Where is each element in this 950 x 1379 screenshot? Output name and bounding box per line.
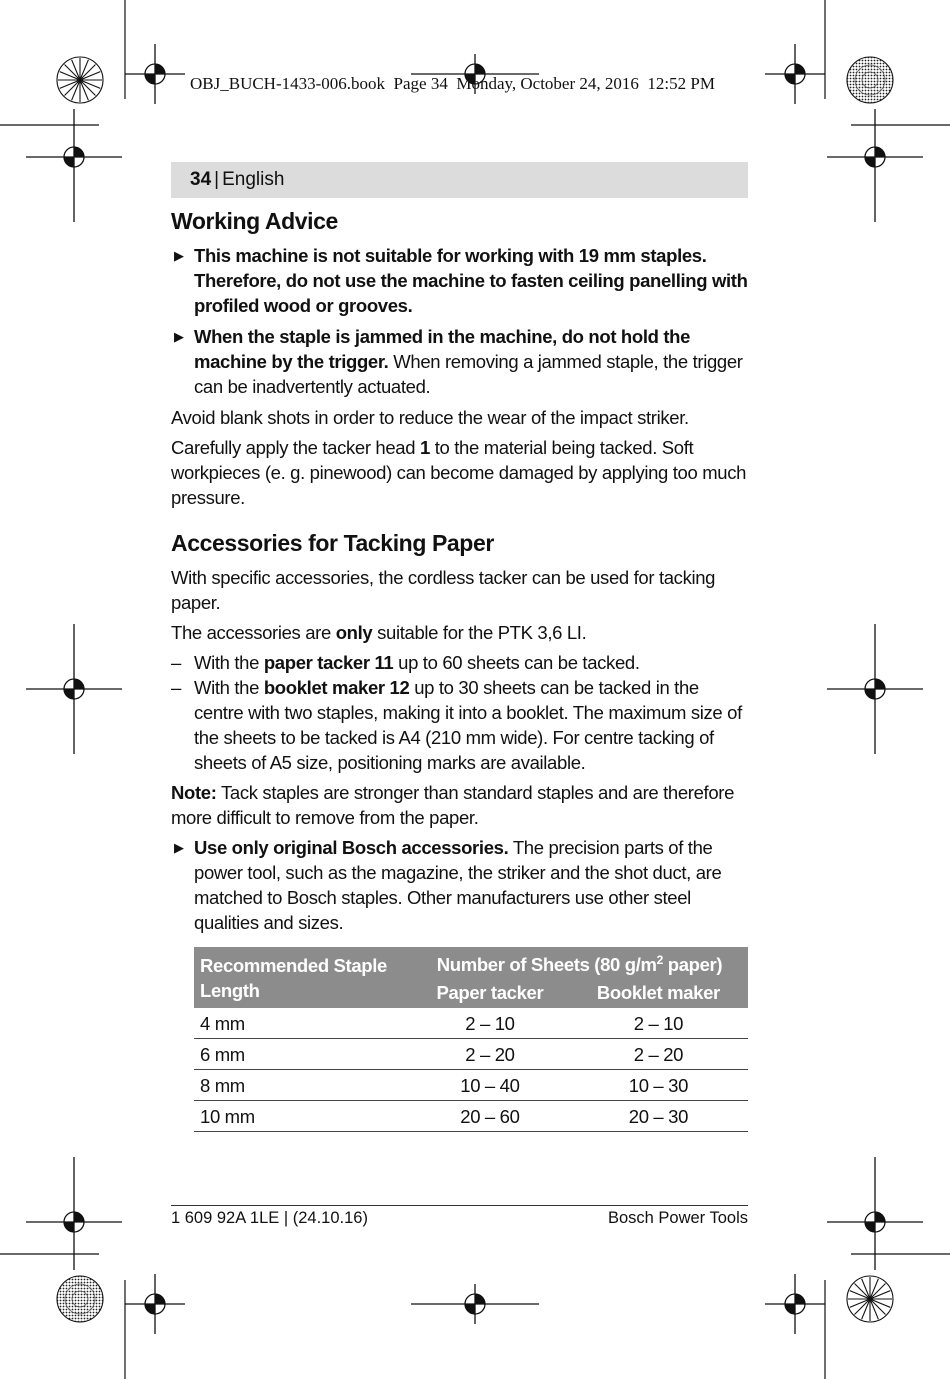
text-run: to the material being tacked. Soft workpieces (e. g. pinewood) can become damaged by applying too much pressure. bbox=[171, 437, 747, 508]
bullet-body-text: The precision parts of the power tool, such as the magazine, the striker and the shot duct, are matched to Bosch staples. Other manufacturers use other steel qualities and sizes. bbox=[194, 837, 722, 933]
cell-length: 10 mm bbox=[194, 1101, 411, 1132]
bullet-bold-text: This machine is not suitable for working with 19 mm staples. Therefore, do not use the machine to fasten ceiling panelling with profiled wood or grooves. bbox=[194, 245, 748, 316]
text-run: The accessories are bbox=[171, 622, 336, 643]
text-run: suitable for the PTK 3,6 LI. bbox=[372, 622, 587, 643]
accessory-list bbox=[171, 650, 748, 775]
triangle-bullet-icon: ▶ bbox=[174, 840, 184, 855]
page-header-bar bbox=[171, 162, 748, 198]
list-item bbox=[171, 650, 748, 675]
col-header-staple-length: Recommended Staple Length bbox=[194, 947, 411, 1008]
cell-booklet-maker: 2 – 10 bbox=[569, 1008, 748, 1039]
accessories-heading: Accessories for Tacking Paper bbox=[171, 530, 494, 556]
paragraph-accessories-only bbox=[171, 620, 748, 645]
note-label: Note: bbox=[171, 782, 217, 803]
text-run: With the bbox=[194, 677, 264, 698]
footer-rule bbox=[171, 1205, 748, 1206]
text-run: up to 60 sheets can be tacked. bbox=[393, 652, 640, 673]
cell-booklet-maker: 10 – 30 bbox=[569, 1070, 748, 1101]
cell-length: 6 mm bbox=[194, 1039, 411, 1070]
dash-marker: – bbox=[171, 677, 181, 698]
group-header-number-of-sheets bbox=[411, 947, 748, 977]
col-header-booklet-maker: Booklet maker bbox=[569, 977, 748, 1008]
cell-length: 4 mm bbox=[194, 1008, 411, 1039]
working-advice-heading: Working Advice bbox=[171, 208, 338, 234]
table-row bbox=[194, 1039, 748, 1070]
text-run: paper) bbox=[662, 954, 723, 975]
cell-paper-tacker: 2 – 20 bbox=[411, 1039, 569, 1070]
cell-length: 8 mm bbox=[194, 1070, 411, 1101]
bold-run: only bbox=[335, 622, 373, 643]
cell-booklet-maker: 20 – 30 bbox=[569, 1101, 748, 1132]
paragraph-tacker-head bbox=[171, 435, 748, 510]
print-slug-line: OBJ_BUCH-1433-006.book Page 34 Monday, October 24, 2016 12:52 PM bbox=[190, 74, 715, 93]
cell-booklet-maker: 2 – 20 bbox=[569, 1039, 748, 1070]
paragraph-blank-shots: Avoid blank shots in order to reduce the wear of the impact striker. bbox=[171, 407, 689, 428]
footer-document-code: 1 609 92A 1LE | (24.10.16) bbox=[171, 1209, 368, 1227]
table-row bbox=[194, 1070, 748, 1101]
note-text: Tack staples are stronger than standard staples and are therefore more difficult to remove from the paper. bbox=[171, 782, 735, 828]
warning-bullet-jammed bbox=[171, 324, 748, 399]
text-run: up to 30 sheets can be tacked in the centre with two staples, making it into a booklet. The maximum size of the sheets to be tacked is A4 (210 mm wide). For centre tacking of sheets of A5 size, positioning marks are available. bbox=[194, 677, 742, 773]
superscript: 2 bbox=[656, 952, 663, 967]
text-run: Number of Sheets (80 g/m bbox=[436, 954, 657, 975]
bold-run: paper tacker 11 bbox=[263, 652, 394, 673]
bold-run: booklet maker 12 bbox=[263, 677, 410, 698]
bullet-bold-text: When the staple is jammed in the machine, do not hold the machine by the trigger. bbox=[194, 326, 691, 372]
list-item bbox=[171, 675, 748, 775]
header-language: English bbox=[222, 169, 285, 190]
col-header-paper-tacker: Paper tacker bbox=[411, 977, 569, 1008]
cell-paper-tacker: 2 – 10 bbox=[411, 1008, 569, 1039]
paragraph-accessories-intro: With specific accessories, the cordless tacker can be used for tacking paper. bbox=[171, 567, 716, 613]
footer-brand: Bosch Power Tools bbox=[607, 1209, 748, 1227]
text-run: With the bbox=[194, 652, 264, 673]
note-paragraph bbox=[171, 780, 748, 830]
page-number: 34 bbox=[190, 169, 212, 190]
bullet-bold-text: Use only original Bosch accessories. bbox=[194, 837, 509, 858]
triangle-bullet-icon: ▶ bbox=[174, 329, 184, 344]
header-separator: | bbox=[214, 169, 220, 190]
cell-paper-tacker: 10 – 40 bbox=[411, 1070, 569, 1101]
reference-number: 1 bbox=[419, 437, 430, 458]
staple-sheets-table bbox=[194, 947, 748, 1132]
text-run: Carefully apply the tacker head bbox=[171, 437, 420, 458]
warning-bullet-original-accessories bbox=[171, 835, 748, 935]
bullet-body-text: When removing a jammed staple, the trigger can be inadvertently actuated. bbox=[194, 351, 743, 397]
warning-bullet-staples bbox=[171, 243, 748, 318]
cell-paper-tacker: 20 – 60 bbox=[411, 1101, 569, 1132]
table-header-row bbox=[194, 947, 748, 977]
dash-marker: – bbox=[171, 652, 181, 673]
table-row bbox=[194, 1101, 748, 1132]
page-body bbox=[171, 206, 748, 1132]
table-row bbox=[194, 1008, 748, 1039]
triangle-bullet-icon: ▶ bbox=[174, 248, 184, 263]
